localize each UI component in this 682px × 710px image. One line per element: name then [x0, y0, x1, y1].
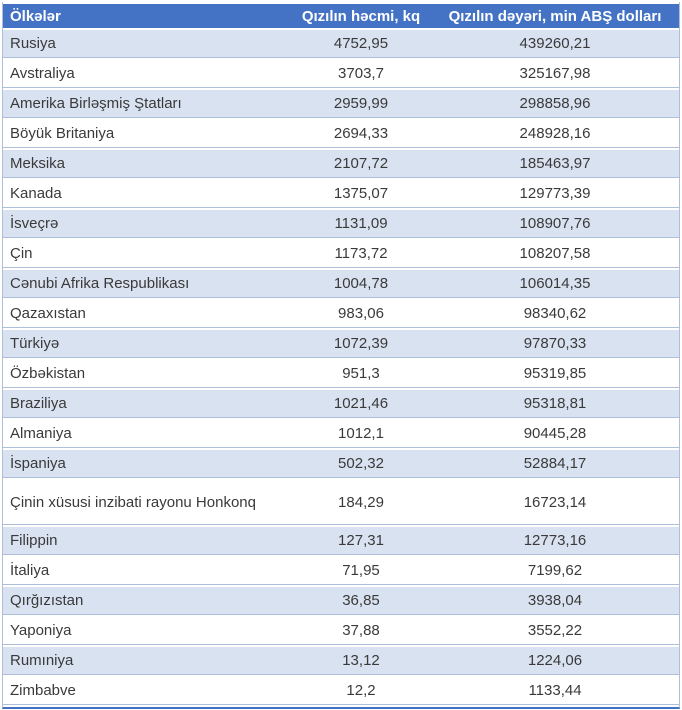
gold-volume-cell: 1173,72	[291, 240, 431, 268]
gold-volume-cell: 71,95	[291, 557, 431, 585]
gold-volume-cell: 1004,78	[291, 270, 431, 298]
gold-volume-cell: 184,29	[291, 480, 431, 525]
country-cell: Meksika	[3, 150, 291, 178]
country-cell: Rumıniya	[3, 647, 291, 675]
table-row	[3, 150, 679, 178]
gold-value-cell: 3552,22	[431, 617, 679, 645]
gold-value-cell: 298858,96	[431, 90, 679, 118]
table-row	[3, 270, 679, 298]
table-row	[3, 120, 679, 148]
gold-volume-cell: 12,2	[291, 677, 431, 705]
country-cell: Özbəkistan	[3, 360, 291, 388]
country-cell: Avstraliya	[3, 60, 291, 88]
table-row	[3, 90, 679, 118]
gold-value-cell: 325167,98	[431, 60, 679, 88]
column-header-gold-volume: Qızılın həcmi, kq	[291, 4, 431, 28]
gold-value-cell: 1224,06	[431, 647, 679, 675]
gold-value-cell: 108207,58	[431, 240, 679, 268]
gold-volume-cell: 983,06	[291, 300, 431, 328]
gold-value-cell: 129773,39	[431, 180, 679, 208]
gold-volume-cell: 1072,39	[291, 330, 431, 358]
gold-volume-cell: 3703,7	[291, 60, 431, 88]
table-header	[3, 4, 679, 28]
table-row	[3, 617, 679, 645]
gold-volume-cell: 127,31	[291, 527, 431, 555]
table-row	[3, 210, 679, 238]
gold-volume-cell: 2107,72	[291, 150, 431, 178]
gold-volume-cell: 951,3	[291, 360, 431, 388]
gold-value-cell: 12773,16	[431, 527, 679, 555]
table-row	[3, 527, 679, 555]
gold-volume-cell: 1012,1	[291, 420, 431, 448]
country-cell: Rusiya	[3, 30, 291, 58]
gold-volume-cell: 1375,07	[291, 180, 431, 208]
country-cell: Qazaxıstan	[3, 300, 291, 328]
gold-value-cell: 95319,85	[431, 360, 679, 388]
header-row	[3, 4, 679, 28]
gold-value-cell: 248928,16	[431, 120, 679, 148]
table-row	[3, 180, 679, 208]
country-cell: Çin	[3, 240, 291, 268]
gold-value-cell: 108907,76	[431, 210, 679, 238]
table-row	[3, 480, 679, 525]
table-row	[3, 557, 679, 585]
table-row	[3, 420, 679, 448]
gold-value-cell: 16723,14	[431, 480, 679, 525]
gold-value-cell: 185463,97	[431, 150, 679, 178]
gold-value-cell: 90445,28	[431, 420, 679, 448]
country-cell: Almaniya	[3, 420, 291, 448]
country-cell: İsveçrə	[3, 210, 291, 238]
column-header-gold-value: Qızılın dəyəri, min ABŞ dolları	[431, 4, 679, 28]
country-cell: Zimbabve	[3, 677, 291, 705]
gold-volume-cell: 13,12	[291, 647, 431, 675]
gold-value-cell: 1133,44	[431, 677, 679, 705]
country-cell: Böyük Britaniya	[3, 120, 291, 148]
country-cell: İspaniya	[3, 450, 291, 478]
table-row	[3, 390, 679, 418]
gold-value-cell: 106014,35	[431, 270, 679, 298]
gold-value-cell: 439260,21	[431, 30, 679, 58]
table-row	[3, 240, 679, 268]
table-body	[3, 30, 679, 705]
country-cell: İtaliya	[3, 557, 291, 585]
table-row	[3, 330, 679, 358]
country-cell: Filippin	[3, 527, 291, 555]
gold-volume-cell: 1131,09	[291, 210, 431, 238]
gold-volume-cell: 2694,33	[291, 120, 431, 148]
gold-volume-cell: 4752,95	[291, 30, 431, 58]
country-cell: Braziliya	[3, 390, 291, 418]
gold-volume-cell: 1021,46	[291, 390, 431, 418]
column-header-countries: Ölkələr	[3, 4, 291, 28]
gold-value-cell: 3938,04	[431, 587, 679, 615]
gold-value-cell: 52884,17	[431, 450, 679, 478]
country-cell: Kanada	[3, 180, 291, 208]
table-row	[3, 647, 679, 675]
gold-volume-cell: 502,32	[291, 450, 431, 478]
table-row	[3, 677, 679, 705]
gold-volume-cell: 37,88	[291, 617, 431, 645]
gold-value-cell: 97870,33	[431, 330, 679, 358]
gold-volume-cell: 2959,99	[291, 90, 431, 118]
country-cell: Çinin xüsusi inzibati rayonu Honkonq	[3, 480, 291, 525]
gold-reserves-table	[2, 2, 680, 709]
country-cell: Cənubi Afrika Respublikası	[3, 270, 291, 298]
table-row	[3, 300, 679, 328]
gold-value-cell: 95318,81	[431, 390, 679, 418]
table-row	[3, 60, 679, 88]
gold-value-cell: 98340,62	[431, 300, 679, 328]
country-cell: Türkiyə	[3, 330, 291, 358]
gold-value-cell: 7199,62	[431, 557, 679, 585]
country-cell: Qırğızıstan	[3, 587, 291, 615]
table-row	[3, 30, 679, 58]
country-cell: Yaponiya	[3, 617, 291, 645]
table-row	[3, 360, 679, 388]
country-cell: Amerika Birləşmiş Ştatları	[3, 90, 291, 118]
table-row	[3, 587, 679, 615]
gold-volume-cell: 36,85	[291, 587, 431, 615]
table-row	[3, 450, 679, 478]
